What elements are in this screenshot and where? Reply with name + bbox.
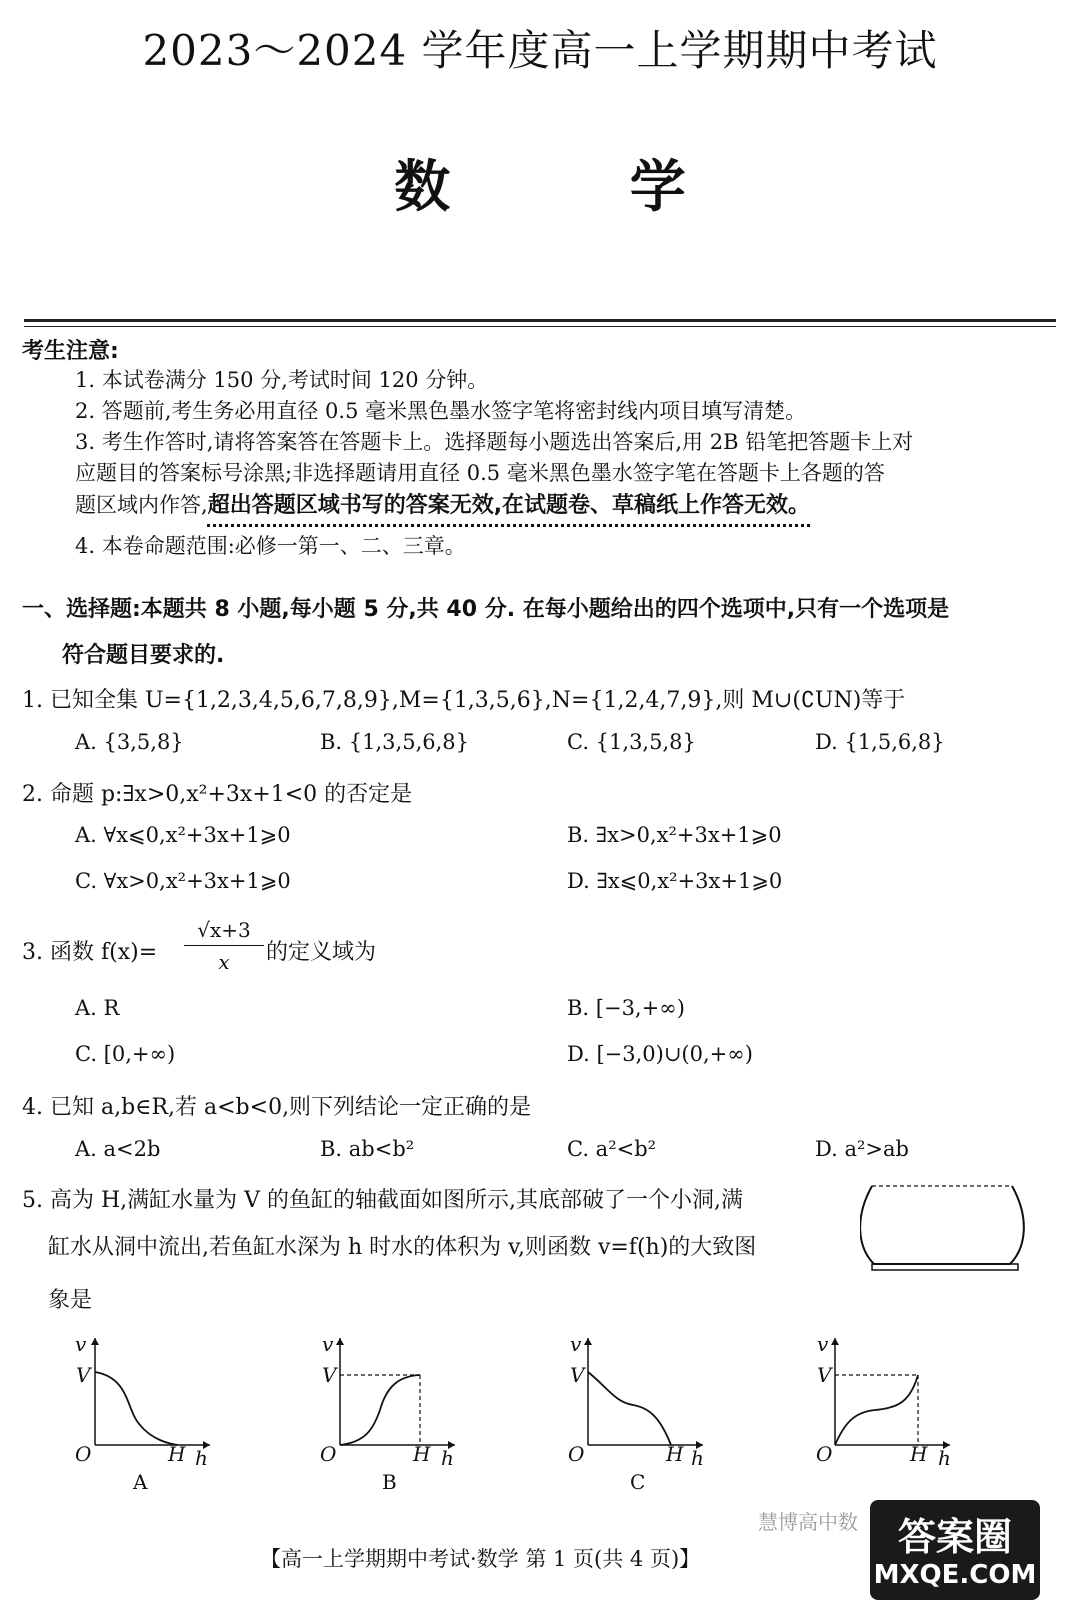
q3-option-b: B. [−3,+∞) (567, 996, 685, 1020)
q5-stem-line3: 象是 (48, 1288, 93, 1313)
q3-stem-prefix: 3. 函数 f(x)= (22, 940, 158, 965)
graph-b-caption: B (382, 1470, 397, 1494)
graph-a-h-axis: h (195, 1446, 208, 1470)
fish-tank-figure (860, 1178, 1025, 1278)
notice-item-3-cont2 (75, 488, 810, 519)
graph-c-V-label: V (570, 1363, 585, 1387)
notice-emphasis: 超出答题区域书写的答案无效,在试题卷、草稿纸上作答无效。 (207, 493, 811, 518)
q4-option-b: B. ab<b² (320, 1137, 415, 1161)
q3-option-d: D. [−3,0)∪(0,+∞) (567, 1042, 753, 1066)
graph-a-caption: A (133, 1470, 148, 1494)
q1-option-d: D. {1,5,6,8} (815, 730, 945, 754)
graph-d-origin: O (816, 1442, 833, 1466)
graph-a-origin: O (75, 1442, 92, 1466)
q1-stem: 1. 已知全集 U={1,2,3,4,5,6,7,8,9},M={1,3,5,6},N={1,2,4,7,9},则 M∪(∁UN)等于 (22, 688, 906, 713)
section-heading-cont: 符合题目要求的. (62, 643, 225, 668)
graph-c-h-axis: h (691, 1446, 704, 1470)
q1-option-b: B. {1,3,5,6,8} (320, 730, 470, 754)
q4-option-a: A. a<2b (75, 1137, 161, 1161)
section-heading: 一、选择题:本题共 8 小题,每小题 5 分,共 40 分. 在每小题给出的四个选项中,只有一个选项是 (22, 597, 950, 622)
notice-item-1: 1. 本试卷满分 150 分,考试时间 120 分钟。 (75, 368, 489, 392)
graph-a-H-label: H (168, 1442, 186, 1466)
graph-c-caption: C (630, 1470, 646, 1494)
notice-item-3-cont: 应题目的答案标号涂黑;非选择题请用直径 0.5 毫米黑色墨水签字笔在答题卡上各题的答 (75, 461, 885, 485)
graph-b-V-label: V (322, 1363, 337, 1387)
q5-stem-line1: 5. 高为 H,满缸水量为 V 的鱼缸的轴截面如图所示,其底部破了一个小洞,满 (22, 1188, 744, 1213)
q2-option-d: D. ∃x⩽0,x²+3x+1⩾0 (567, 869, 783, 893)
graph-b-v-axis: v (322, 1332, 334, 1356)
q4-stem: 4. 已知 a,b∈R,若 a<b<0,则下列结论一定正确的是 (22, 1095, 532, 1120)
q4-option-d: D. a²>ab (815, 1137, 909, 1161)
q3-stem-suffix: 的定义域为 (266, 940, 377, 965)
exam-title: 2023～2024 学年度高一上学期期中考试 (142, 26, 938, 75)
graph-c-origin: O (568, 1442, 585, 1466)
notice-item-4: 4. 本卷命题范围:必修一第一、二、三章。 (75, 534, 466, 558)
watermark-url: MXQE.COM (873, 1560, 1037, 1590)
site-watermark-logo (870, 1500, 1040, 1600)
header-rule-thin (24, 326, 1056, 327)
wechat-watermark: 慧博高中数 (758, 1510, 858, 1534)
notice-item-2: 2. 答题前,考生务必用直径 0.5 毫米黑色墨水签字笔将密封线内项目填写清楚。 (75, 399, 807, 423)
q2-option-a: A. ∀x⩽0,x²+3x+1⩾0 (75, 823, 291, 847)
graph-c-H-label: H (666, 1442, 684, 1466)
q2-option-b: B. ∃x>0,x²+3x+1⩾0 (567, 823, 782, 847)
watermark-text: 答案圈 (897, 1515, 1012, 1559)
q1-option-a: A. {3,5,8} (75, 730, 184, 754)
graph-d-H-label: H (910, 1442, 928, 1466)
q3-option-c: C. [0,+∞) (75, 1042, 176, 1066)
subject-title: 数 学 (394, 155, 766, 220)
notice-item-3: 3. 考生作答时,请将答案答在答题卡上。选择题每小题选出答案后,用 2B 铅笔把答题卡上对 (75, 430, 914, 454)
q4-option-c: C. a²<b² (567, 1137, 657, 1161)
graph-d-V-label: V (817, 1363, 832, 1387)
q3-option-a: A. R (75, 996, 120, 1020)
q3-numerator: √x+3 (197, 918, 251, 942)
graph-c-v-axis: v (570, 1332, 582, 1356)
graph-b-origin: O (320, 1442, 337, 1466)
q5-stem-line2: 缸水从洞中流出,若鱼缸水深为 h 时水的体积为 v,则函数 v=f(h)的大致图 (48, 1235, 757, 1260)
q3-denominator: x (218, 950, 230, 974)
graph-d-v-axis: v (817, 1332, 829, 1356)
graph-a-V-label: V (76, 1363, 91, 1387)
graph-b-H-label: H (413, 1442, 431, 1466)
notice-heading: 考生注意: (22, 339, 119, 364)
header-rule (24, 319, 1056, 322)
graph-b-h-axis: h (441, 1446, 454, 1470)
q1-option-c: C. {1,3,5,8} (567, 730, 696, 754)
q3-fraction-bar (184, 945, 264, 946)
q2-stem: 2. 命题 p:∃x>0,x²+3x+1<0 的否定是 (22, 782, 413, 807)
notice-item-3-tail: 题区域内作答, (75, 493, 208, 517)
q2-option-c: C. ∀x>0,x²+3x+1⩾0 (75, 869, 291, 893)
graph-d-h-axis: h (938, 1446, 951, 1470)
page-footer: 【高一上学期期中考试·数学 第 1 页(共 4 页)】 (260, 1547, 701, 1571)
graph-a-v-axis: v (75, 1332, 87, 1356)
